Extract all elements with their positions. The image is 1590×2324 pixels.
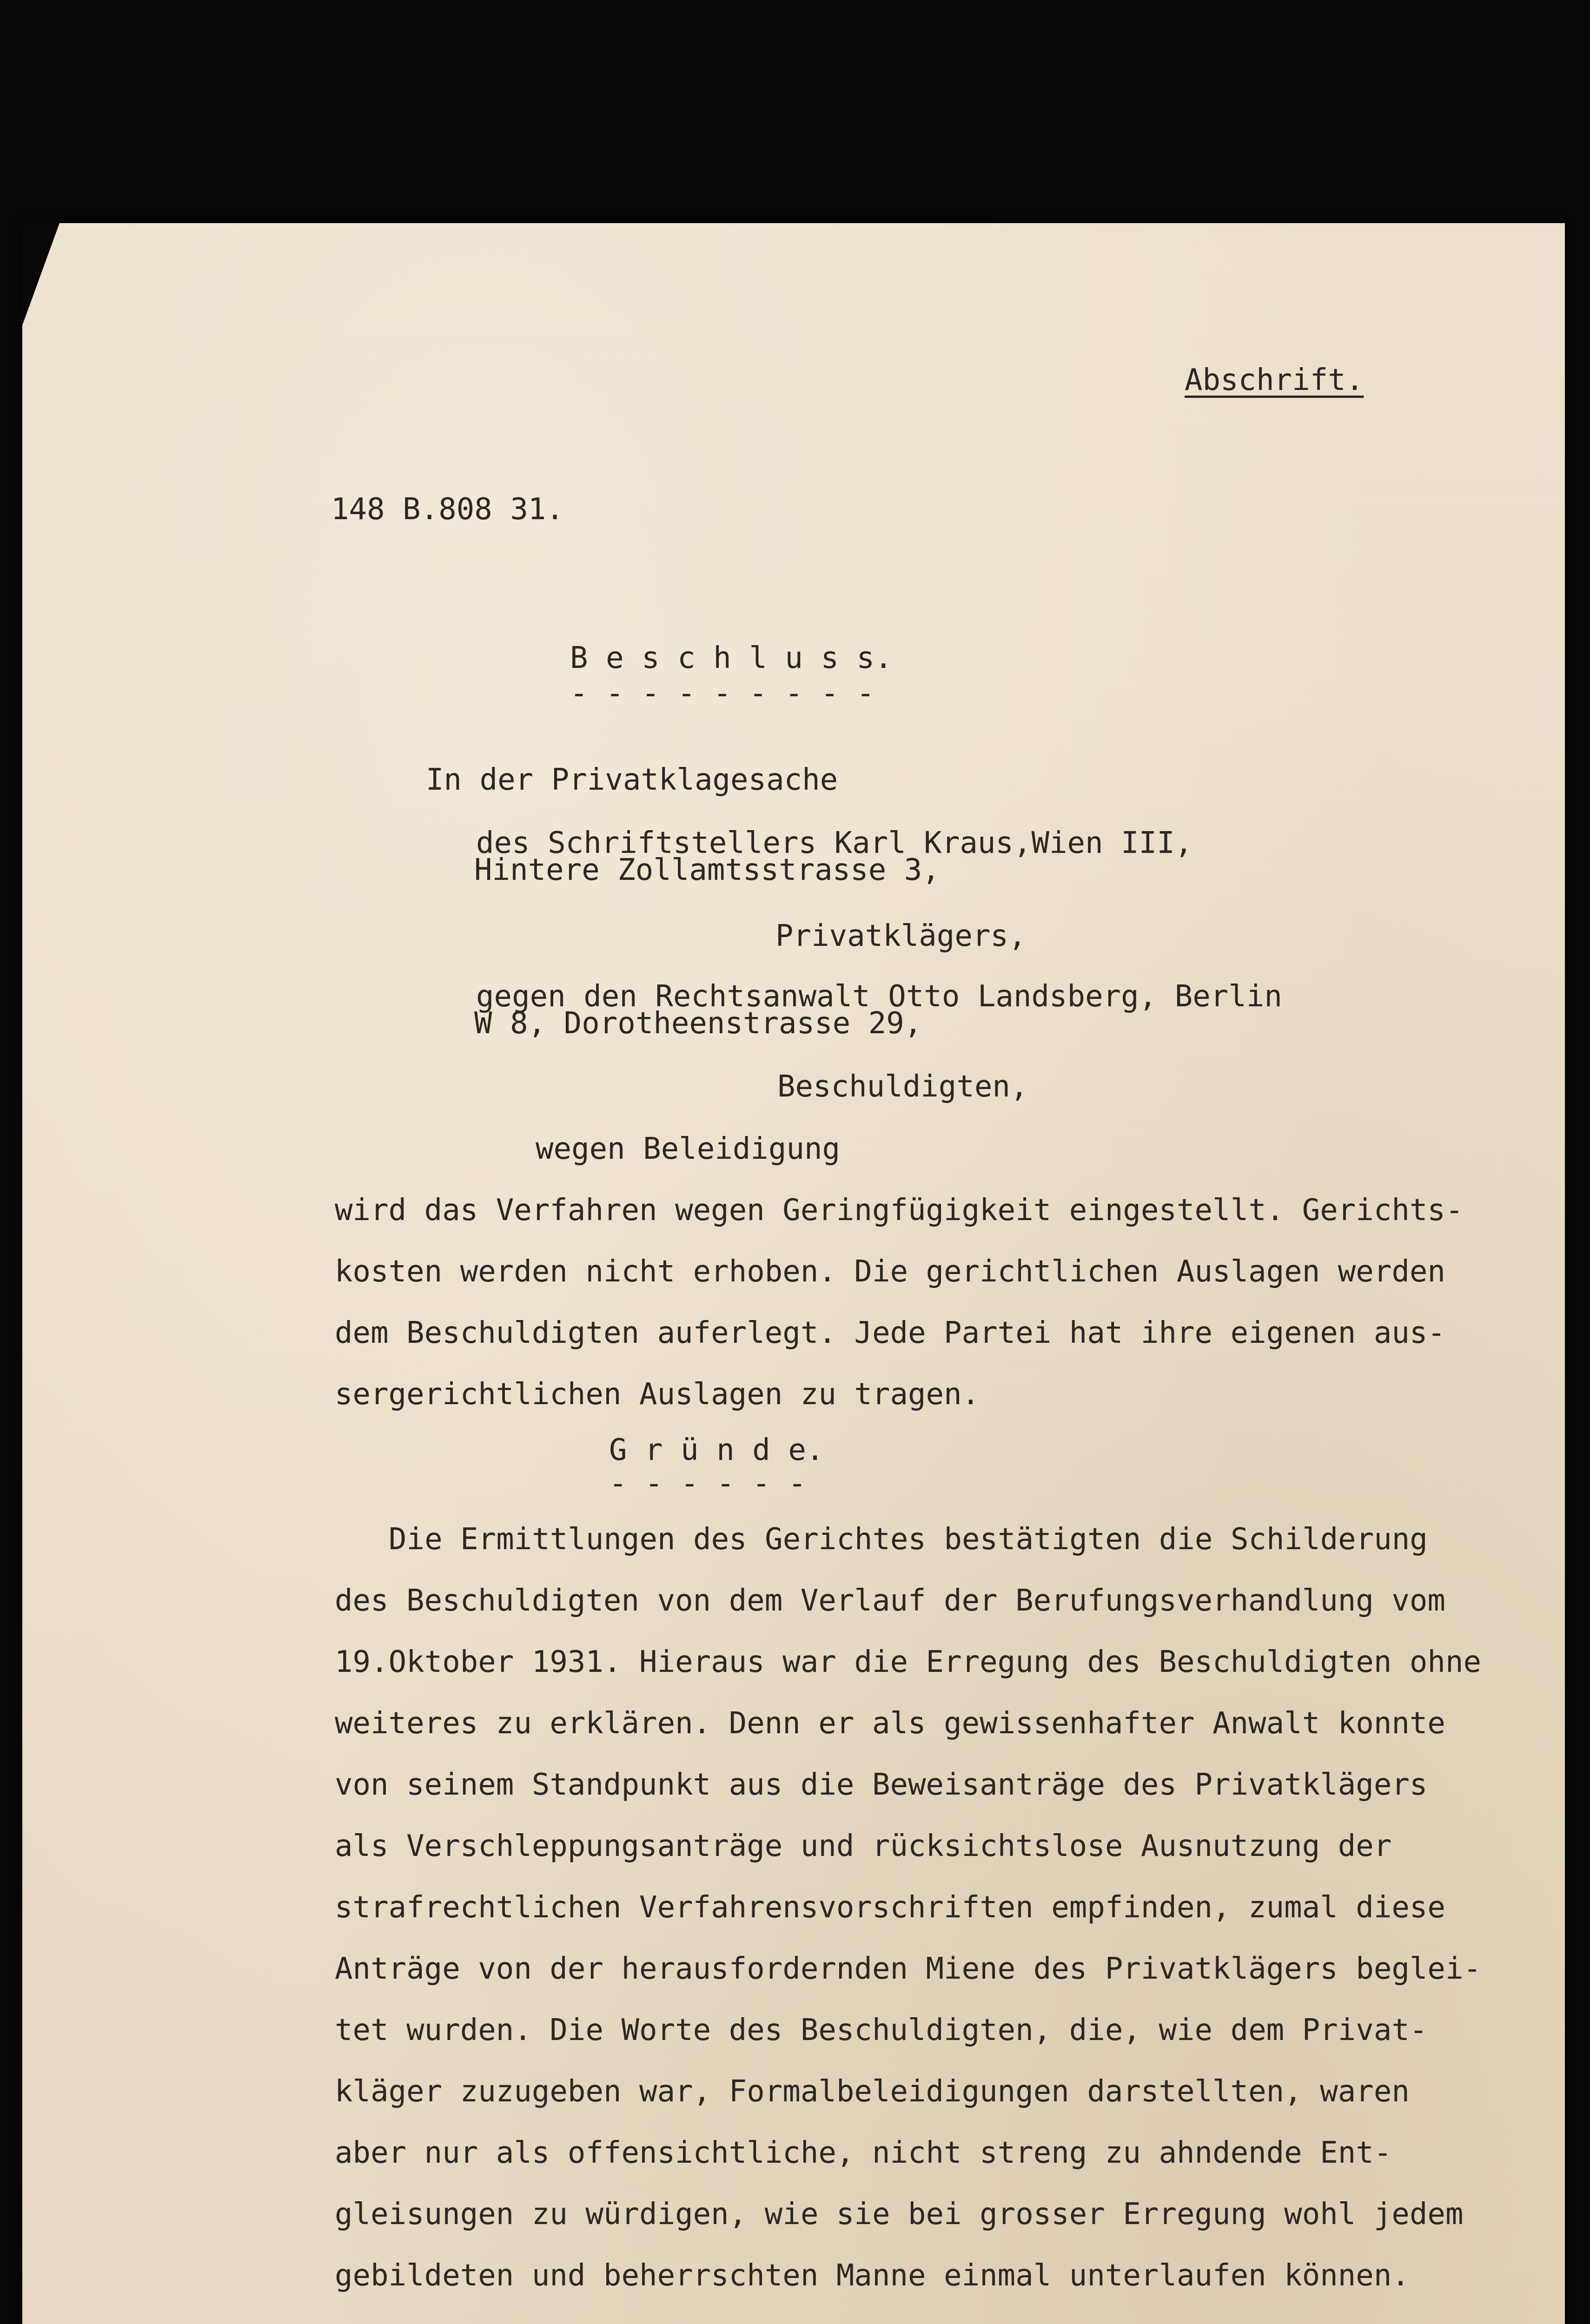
file-number: 148 B.808 31. <box>331 492 564 527</box>
plaintiff-line-2: Hintere Zollamtsstrasse 3, <box>474 853 940 887</box>
charge: wegen Beleidigung <box>536 1132 841 1166</box>
reasons-line: Die Ermittlungen des Gerichtes bestätigten die Schilderung <box>389 1522 1428 1557</box>
ruling-line: dem Beschuldigten auferlegt. Jede Partei hat ihre eigenen aus- <box>335 1316 1445 1350</box>
plaintiff-line-1: des Schriftstellers Karl Kraus,Wien III, <box>476 826 1193 860</box>
reasons-line: gleisungen zu würdigen, wie sie bei grosser Erregung wohl jedem <box>335 2197 1464 2232</box>
reasons-line: gebildeten und beherrschten Manne einmal unterlaufen können. <box>335 2258 1410 2293</box>
reasons-line: 19.Oktober 1931. Hieraus war die Erregung des Beschuldigten ohne <box>335 1645 1481 1679</box>
torn-corner <box>22 223 60 325</box>
defendant-role: Beschuldigten, <box>777 1070 1028 1104</box>
reasons-line: weiteres zu erklären. Denn er als gewissenhafter Anwalt konnte <box>335 1706 1445 1741</box>
document-title: B e s c h l u s s. <box>570 641 893 675</box>
ruling-line: kosten werden nicht erhoben. Die gerichtlichen Auslagen werden <box>335 1254 1445 1289</box>
ruling-line: sergerichtlichen Auslagen zu tragen. <box>335 1377 980 1412</box>
title-rule: - - - - - - - - - <box>570 676 875 711</box>
reasons-heading: G r ü n d e. <box>609 1433 824 1467</box>
reasons-rule: - - - - - - <box>609 1466 806 1501</box>
defendant-line-2: W 8, Dorotheenstrasse 29, <box>474 1006 922 1041</box>
reasons-line: des Beschuldigten von dem Verlauf der Berufungsverhandlung vom <box>335 1584 1445 1618</box>
reasons-line: kläger zuzugeben war, Formalbeleidigungen darstellten, waren <box>335 2074 1410 2109</box>
reasons-line: aber nur als offensichtliche, nicht streng zu ahndende Ent- <box>335 2136 1392 2170</box>
reasons-line: als Verschleppungsanträge und rücksichtslose Ausnutzung der <box>335 1829 1392 1863</box>
reasons-line: Anträge von der herausfordernden Miene des Privatklägers beglei- <box>335 1952 1481 1986</box>
reasons-line: von seinem Standpunkt aus die Beweisanträge des Privatklägers <box>335 1768 1428 1802</box>
ruling-line: wird das Verfahren wegen Geringfügigkeit eingestellt. Gerichts- <box>335 1193 1464 1228</box>
copy-mark: Abschrift. <box>1185 363 1364 397</box>
reasons-line: tet wurden. Die Worte des Beschuldigten, die, wie dem Privat- <box>335 2013 1428 2047</box>
reasons-line: strafrechtlichen Verfahrensvorschriften empfinden, zumal diese <box>335 1890 1445 1925</box>
plaintiff-role: Privatklägers, <box>775 919 1027 953</box>
case-intro: In der Privatklagesache <box>426 763 838 797</box>
defendant-line-1: gegen den Rechtsanwalt Otto Landsberg, Berlin <box>476 979 1282 1014</box>
